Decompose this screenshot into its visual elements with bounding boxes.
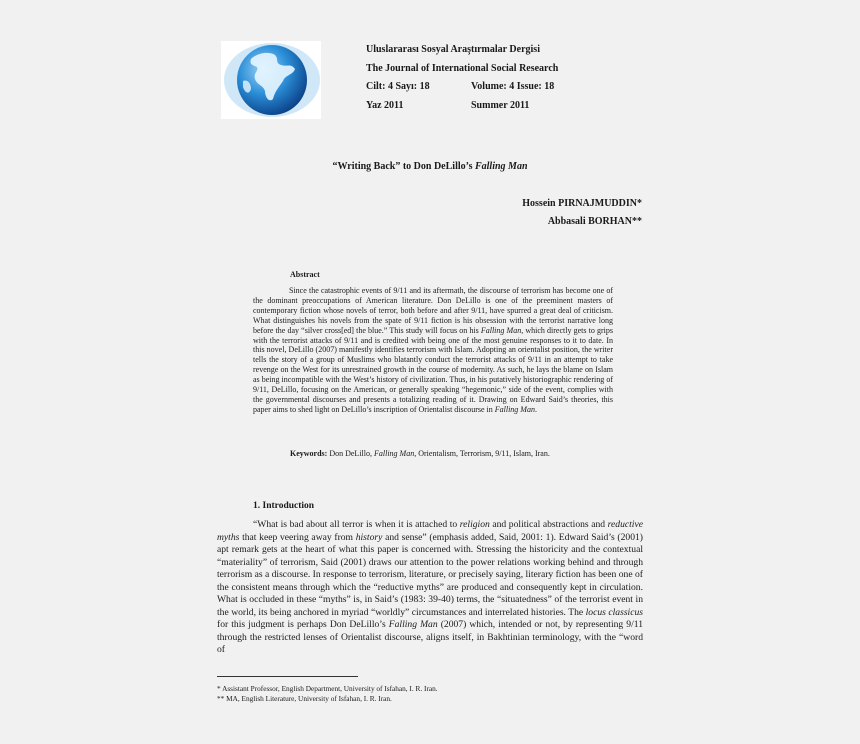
footnote-2: ** MA, English Literature, University of Isfahan, I. R. Iran. [217, 694, 392, 703]
keywords-line: Keywords: Don DeLillo, Falling Man, Orientalism, Terrorism, 9/11, Islam, Iran. [290, 449, 550, 458]
abstract-heading: Abstract [290, 270, 320, 279]
article-title: “Writing Back” to Don DeLillo’s Falling Man [332, 161, 528, 172]
journal-name-tr: Uluslararası Sosyal Araştırmalar Dergisi [366, 44, 540, 55]
section-heading-introduction: 1. Introduction [253, 501, 315, 511]
journal-volume-row [366, 78, 666, 97]
footnote-1: * Assistant Professor, English Department, University of Isfahan, I. R. Iran. [217, 684, 438, 693]
journal-date-row [366, 97, 666, 116]
cilt-sayi: Cilt: 4 Sayı: 18 [366, 81, 430, 92]
journal-header [366, 41, 666, 115]
globe-icon [221, 41, 321, 119]
abstract-text: Since the catastrophic events of 9/11 and its aftermath, the discourse of terrorism has become one of the dominant preoccupations of American literature. Don DeLillo is one of the preeminent masters of contemporary fiction whose novels of terror, both before and after 9/11, have spurred a great deal of criticism. What distinguishes his novels from the spate of 9/11 fiction is his obsession with the terrorist narrative long before the day “silver cross[ed] the blue.” This study will focus on his Falling Man, which directly gets to grips with the terrorist attacks of 9/11 and is credited with being one of the most genuine responses to it to date. In this novel, DeLillo (2007) manifestly identifies terrorism with Islam. Adopting an orientalist position, the writer tells the story of a group of Muslims who blatantly conduct the terrorist attacks of 9/11 in an attempt to take revenge on the West for its unrestrained growth in the course of modernity. As such, he lays the blame on Islam as being incompatible with the West’s history of civilization. Thus, in his putatively historiographic rendering of 9/11, DeLillo, focusing on the American, or generally speaking “hegemonic,” side of the event, complies with the governmental discourses and presents a totalizing reading of it. Drawing on Edward Said’s theories, this paper aims to shed light on DeLillo’s inscription of Orientalist discourse in Falling Man. [253, 286, 613, 414]
volume-issue: Volume: 4 Issue: 18 [471, 81, 555, 92]
author-1: Hossein PIRNAJMUDDIN* [522, 198, 642, 209]
footnote-divider [217, 676, 358, 677]
introduction-paragraph: “What is bad about all terror is when it is attached to religion and political abstractions and reductive myths that keep veering away from history and sense” (emphasis added, Said, 2001: 1). Edward Said’s (2001) apt remark gets at the heart of what this paper is concerned with. Stressing the historicity and the contextual “materiality” of terrorism, Said (2001) draws our attention to the power relations working behind and through terrorism as a discourse. In response to terrorism, literature, or precisely saying, literary fiction has been one of the consistent means through which the “reductive myths” are produced and consequently kept in circulation. What is occluded in these “myths” is, in Said’s (1983: 39-40) terms, the “situatedness” of the terrorist event in the world, its being anchored in myriad “worldly” circumstances and interrelated histories. The locus classicus for this judgment is perhaps Don DeLillo’s Falling Man (2007) which, intended or not, by representing 9/11 through the restricted lenses of Orientalist discourse, aligns itself, in Bakhtinian terminology, with the “word of [217, 519, 644, 656]
summer-year: Summer 2011 [471, 99, 530, 111]
journal-logo-globe [221, 41, 321, 119]
author-2: Abbasali BORHAN** [547, 216, 642, 227]
journal-name-en: The Journal of International Social Research [366, 62, 559, 74]
yaz-year: Yaz 2011 [366, 99, 404, 111]
